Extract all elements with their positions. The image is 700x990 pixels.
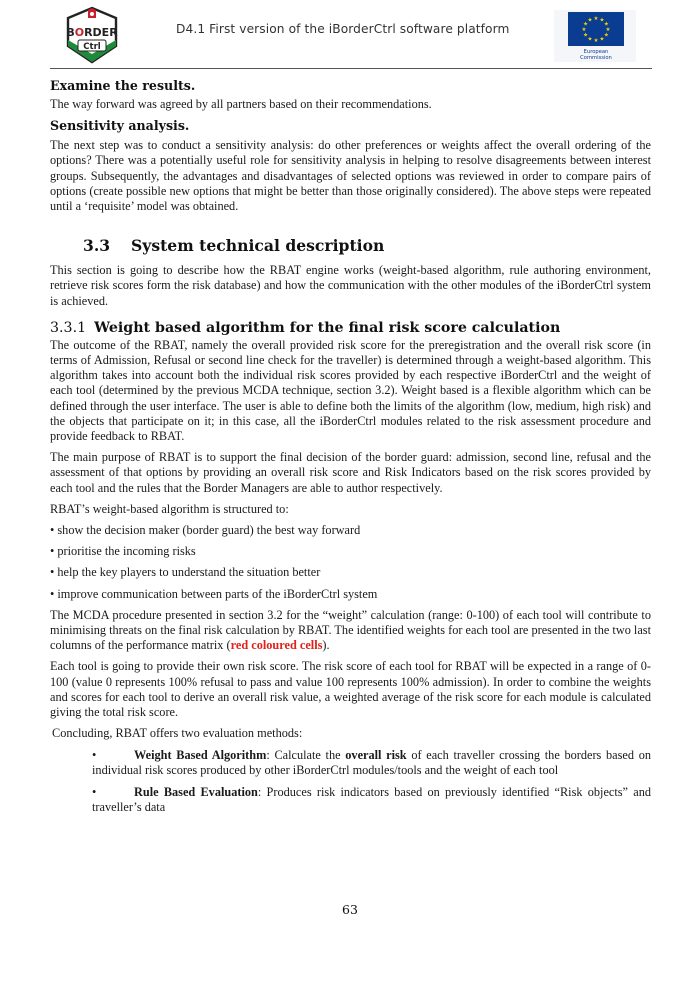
section-number: 3.3 bbox=[83, 236, 111, 256]
section-3-3-1-heading bbox=[50, 320, 651, 336]
section-3-3-text: This section is going to describe how the RBAT engine works (weight-based algorithm, rule authoring environment, retrieve risk scores form the risk database) and how the communication with the other modules of the iBorderCtrl system is achieved. bbox=[50, 263, 651, 308]
svg-text:★: ★ bbox=[599, 17, 605, 24]
section-3-3-heading bbox=[50, 236, 651, 255]
european-commission-logo-icon bbox=[552, 8, 638, 64]
logo-ctrl-text: Ctrl bbox=[83, 42, 101, 52]
svg-text:★: ★ bbox=[593, 16, 599, 22]
svg-text:★: ★ bbox=[587, 17, 593, 24]
weight-algorithm-paragraph: The outcome of the RBAT, namely the overall provided risk score for the preregistration and the overall risk score (in terms of Admission, Refusal or second line check for the traveller) is determined through a weight-based algorithm. This algorithm takes into account both the individual risk scores provided by each respective iBorderCtrl and the weight of each tool (determined by the previous MCDA technique, section 3.2). Weight based is a flexible algorithm which can be defined through the user interface. The user is able to define both the limits of the algorithm (low, medium, high risk) and the objects that participate on it; in this case, all the iBorderCtrl modules related to the risk assessment procedure and provide feedback to RBAT. bbox=[50, 337, 651, 444]
structure-bullet-list bbox=[50, 523, 651, 602]
svg-text:BORDER: BORDER bbox=[66, 26, 118, 39]
iborderctrl-logo-icon bbox=[62, 6, 122, 64]
rbat-purpose-paragraph: The main purpose of RBAT is to support the final decision of the border guard: admission, second line, refusal and the assessment of that options by providing an overall risk score and Risk Indicators based on the risk scores provided by each tool and the rules that the Border Managers are able to author respectively. bbox=[50, 450, 651, 495]
document-title: D4.1 First version of the iBorderCtrl software platform bbox=[176, 22, 510, 36]
svg-text:★: ★ bbox=[599, 36, 605, 43]
svg-text:European: European bbox=[583, 49, 609, 55]
method-weight-based: • Weight Based Algorithm: Calculate the overall risk of each traveller crossing the borders based on individual risk scores produced by other iBorderCtrl modules/tools and the weight of each tool bbox=[92, 747, 651, 777]
section-title: System technical description bbox=[131, 236, 385, 256]
sensitivity-text: The next step was to conduct a sensitivity analysis: do other preferences or weights affect the overall ordering of the options? There was a potentially useful role for sensitivity analysis in helping to resolve disagreements between interest groups. Subsequently, the advantages and disadvantages of selected options was reviewed in order to compare pairs of options (create possible new options that might be better than those originally considered). The above steps were repeated until a ‘requisite’ model was obtained. bbox=[50, 138, 651, 214]
concluding-text: Concluding, RBAT offers two evaluation methods: bbox=[52, 726, 303, 741]
list-item: • help the key players to understand the situation better bbox=[50, 565, 321, 580]
svg-text:Commission: Commission bbox=[580, 55, 612, 61]
svg-text:★: ★ bbox=[581, 27, 587, 33]
page-number: 63 bbox=[342, 902, 358, 917]
svg-text:★: ★ bbox=[603, 32, 609, 39]
subsection-number: 3.3.1 bbox=[50, 319, 87, 336]
method-rule-based: • Rule Based Evaluation: Produces risk indicators based on previously identified “Risk objects” and traveller’s data bbox=[92, 784, 652, 815]
examine-heading: Examine the results. bbox=[50, 78, 196, 93]
structure-intro: RBAT’s weight-based algorithm is structured to: bbox=[50, 501, 289, 516]
svg-text:★: ★ bbox=[605, 27, 611, 33]
svg-text:★: ★ bbox=[583, 21, 589, 28]
list-item: • improve communication between parts of the iBorderCtrl system bbox=[50, 586, 378, 601]
examine-text: The way forward was agreed by all partners based on their recommendations. bbox=[50, 97, 432, 111]
risk-score-paragraph: Each tool is going to provide their own risk score. The risk score of each tool for RBAT will be expected in a range of 0-100 (value 0 represents 100% refusal to pass and value 100 represents 100% admission). In order to combine the weights and scores for each tool to derive an overall risk value, a weighted average of the risk score for each module is calculated giving the total risk score. bbox=[50, 659, 651, 720]
mcda-paragraph: The MCDA procedure presented in section 3.2 for the “weight” calculation (range: 0-100) of each tool will contribute to minimising threats on the final risk calculation by RBAT. The identified weights for each tool are presented in the two last columns of the performance matrix (red coloured cells). bbox=[50, 607, 651, 653]
svg-text:★: ★ bbox=[593, 38, 599, 44]
page-content bbox=[50, 72, 651, 815]
page-header bbox=[0, 0, 700, 72]
sensitivity-heading: Sensitivity analysis. bbox=[50, 118, 190, 134]
list-item: • show the decision maker (border guard) the best way forward bbox=[50, 523, 361, 538]
header-divider bbox=[50, 68, 652, 69]
red-coloured-cells-text: red coloured cells bbox=[230, 638, 323, 653]
svg-text:★: ★ bbox=[587, 36, 593, 43]
list-item: • prioritise the incoming risks bbox=[50, 544, 196, 559]
svg-text:★: ★ bbox=[603, 21, 609, 28]
subsection-title: Weight based algorithm for the final risk score calculation bbox=[94, 319, 561, 336]
svg-text:★: ★ bbox=[583, 32, 589, 39]
